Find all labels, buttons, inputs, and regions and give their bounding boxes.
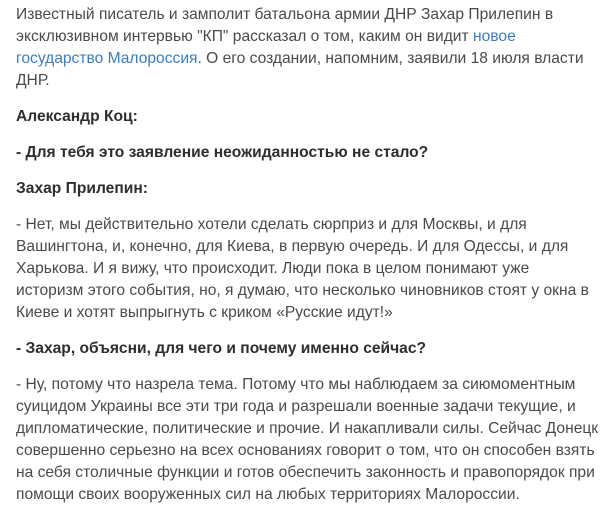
article-body (16, 4, 601, 520)
intro-text-before-link: Известный писатель и замполит батальона армии ДНР Захар Прилепин в эксклюзивном интервью "КП" рассказал о том, каким он видит (16, 6, 554, 45)
question-1: - Для тебя это заявление неожиданностью не стало? (16, 144, 429, 161)
question-2: - Захар, объясни, для чего и почему именно сейчас? (16, 340, 427, 357)
intro-paragraph (16, 4, 601, 92)
answer-1: - Нет, мы действительно хотели сделать сюрприз и для Москвы, и для Вашингтона, и, конечно, для Киева, в первую очередь. И для Одессы, и для Харькова. И я вижу, что происходит. Люди пока в целом понимают уже историзм этого события, но, я думаю, что несколько чиновников стоят у окна в Киеве и хотят выпрыгнуть с криком «Русские идут!» (16, 216, 589, 321)
intro-text-after-link: . О его создании, напомним, заявили 18 июля власти ДНР. (16, 50, 584, 89)
speaker-interviewee: Захар Прилепин: (16, 180, 148, 197)
answer-2: - Ну, потому что назрела тема. Потому что мы наблюдаем за сиюмоментным суицидом Украины все эти три года и разрешали военные задачи текущие, и дипломатические, политические и прочие. И накапливали силы. Сейчас Донецк совершенно серьезно на всех основаниях говорит о том, что он способен взять на себя столичные функции и готов обеспечить законность и правопорядок при помощи своих вооруженных сил на любых территориях Малороссии. (16, 376, 599, 503)
speaker-interviewer: Александр Коц: (16, 108, 138, 125)
malorossiya-link[interactable]: новое государство Малороссия (16, 28, 516, 67)
